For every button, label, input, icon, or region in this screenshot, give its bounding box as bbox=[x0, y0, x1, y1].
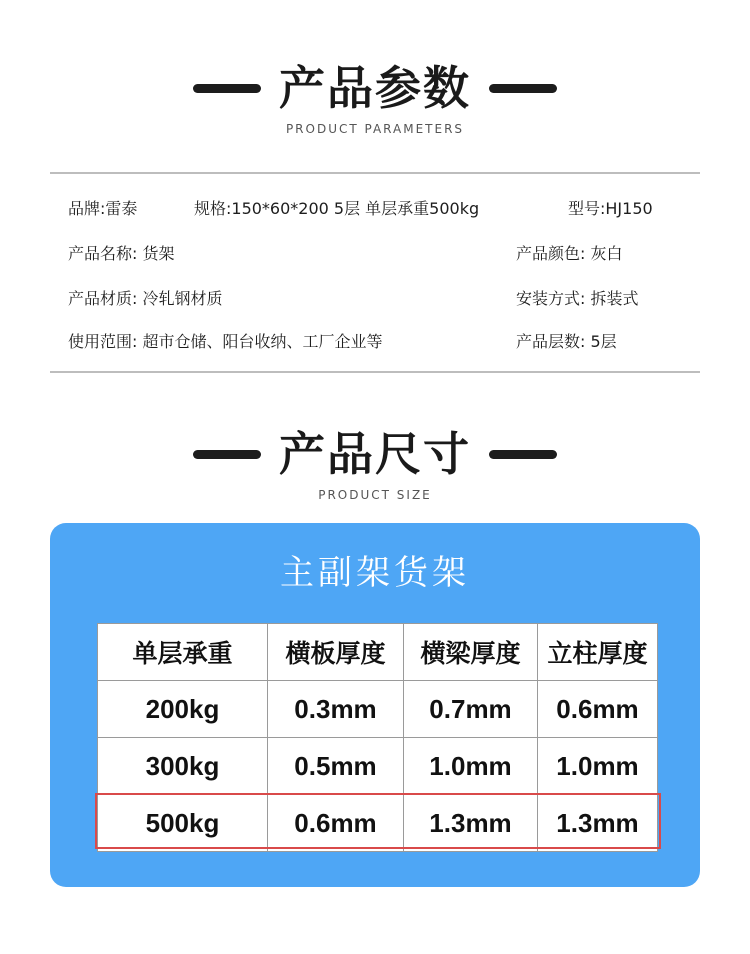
cell-beam: 0.7mm bbox=[404, 681, 538, 738]
size-section-header bbox=[0, 426, 750, 502]
size-subtitle: PRODUCT SIZE bbox=[318, 488, 432, 502]
param-brand: 品牌:雷泰 bbox=[68, 199, 138, 218]
header-load: 单层承重 bbox=[98, 624, 268, 681]
param-row-4 bbox=[68, 327, 674, 357]
params-section-header bbox=[0, 60, 750, 136]
table-row bbox=[98, 795, 658, 852]
cell-column: 1.0mm bbox=[538, 738, 658, 795]
param-row-3 bbox=[68, 284, 674, 314]
header-beam-thickness: 横梁厚度 bbox=[404, 624, 538, 681]
table-header-row bbox=[98, 624, 658, 681]
size-title: 产品尺寸 bbox=[279, 427, 471, 481]
params-title: 产品参数 bbox=[279, 61, 471, 115]
size-card bbox=[50, 523, 700, 887]
param-product-name: 产品名称: 货架 bbox=[68, 244, 175, 263]
param-row-1 bbox=[68, 194, 674, 224]
title-dash-right bbox=[489, 450, 557, 459]
param-material: 产品材质: 冷轧钢材质 bbox=[68, 289, 223, 308]
title-dash-right bbox=[489, 84, 557, 93]
header-panel-thickness: 横板厚度 bbox=[268, 624, 404, 681]
params-subtitle: PRODUCT PARAMETERS bbox=[285, 122, 465, 136]
cell-load: 300kg bbox=[98, 738, 268, 795]
title-dash-left bbox=[193, 450, 261, 459]
title-dash-left bbox=[193, 84, 261, 93]
cell-beam: 1.3mm bbox=[404, 795, 538, 852]
cell-load: 500kg bbox=[98, 795, 268, 852]
cell-panel: 0.6mm bbox=[268, 795, 404, 852]
param-usage: 使用范围: 超市仓储、阳台收纳、工厂企业等 bbox=[68, 332, 383, 351]
table-row bbox=[98, 738, 658, 795]
param-color: 产品颜色: 灰白 bbox=[516, 244, 623, 263]
cell-panel: 0.3mm bbox=[268, 681, 404, 738]
cell-panel: 0.5mm bbox=[268, 738, 404, 795]
header-column-thickness: 立柱厚度 bbox=[538, 624, 658, 681]
param-model: 型号:HJ150 bbox=[568, 199, 653, 218]
cell-column: 1.3mm bbox=[538, 795, 658, 852]
param-spec: 规格:150*60*200 5层 单层承重500kg bbox=[194, 199, 480, 218]
param-install: 安装方式: 拆装式 bbox=[516, 289, 639, 308]
cell-load: 200kg bbox=[98, 681, 268, 738]
param-row-2 bbox=[68, 239, 674, 269]
card-title: 主副架货架 bbox=[280, 553, 470, 593]
params-divider-top bbox=[50, 172, 700, 174]
param-layers: 产品层数: 5层 bbox=[516, 332, 617, 351]
params-divider-bottom bbox=[50, 371, 700, 373]
size-table bbox=[97, 623, 658, 852]
table-row bbox=[98, 681, 658, 738]
cell-beam: 1.0mm bbox=[404, 738, 538, 795]
cell-column: 0.6mm bbox=[538, 681, 658, 738]
